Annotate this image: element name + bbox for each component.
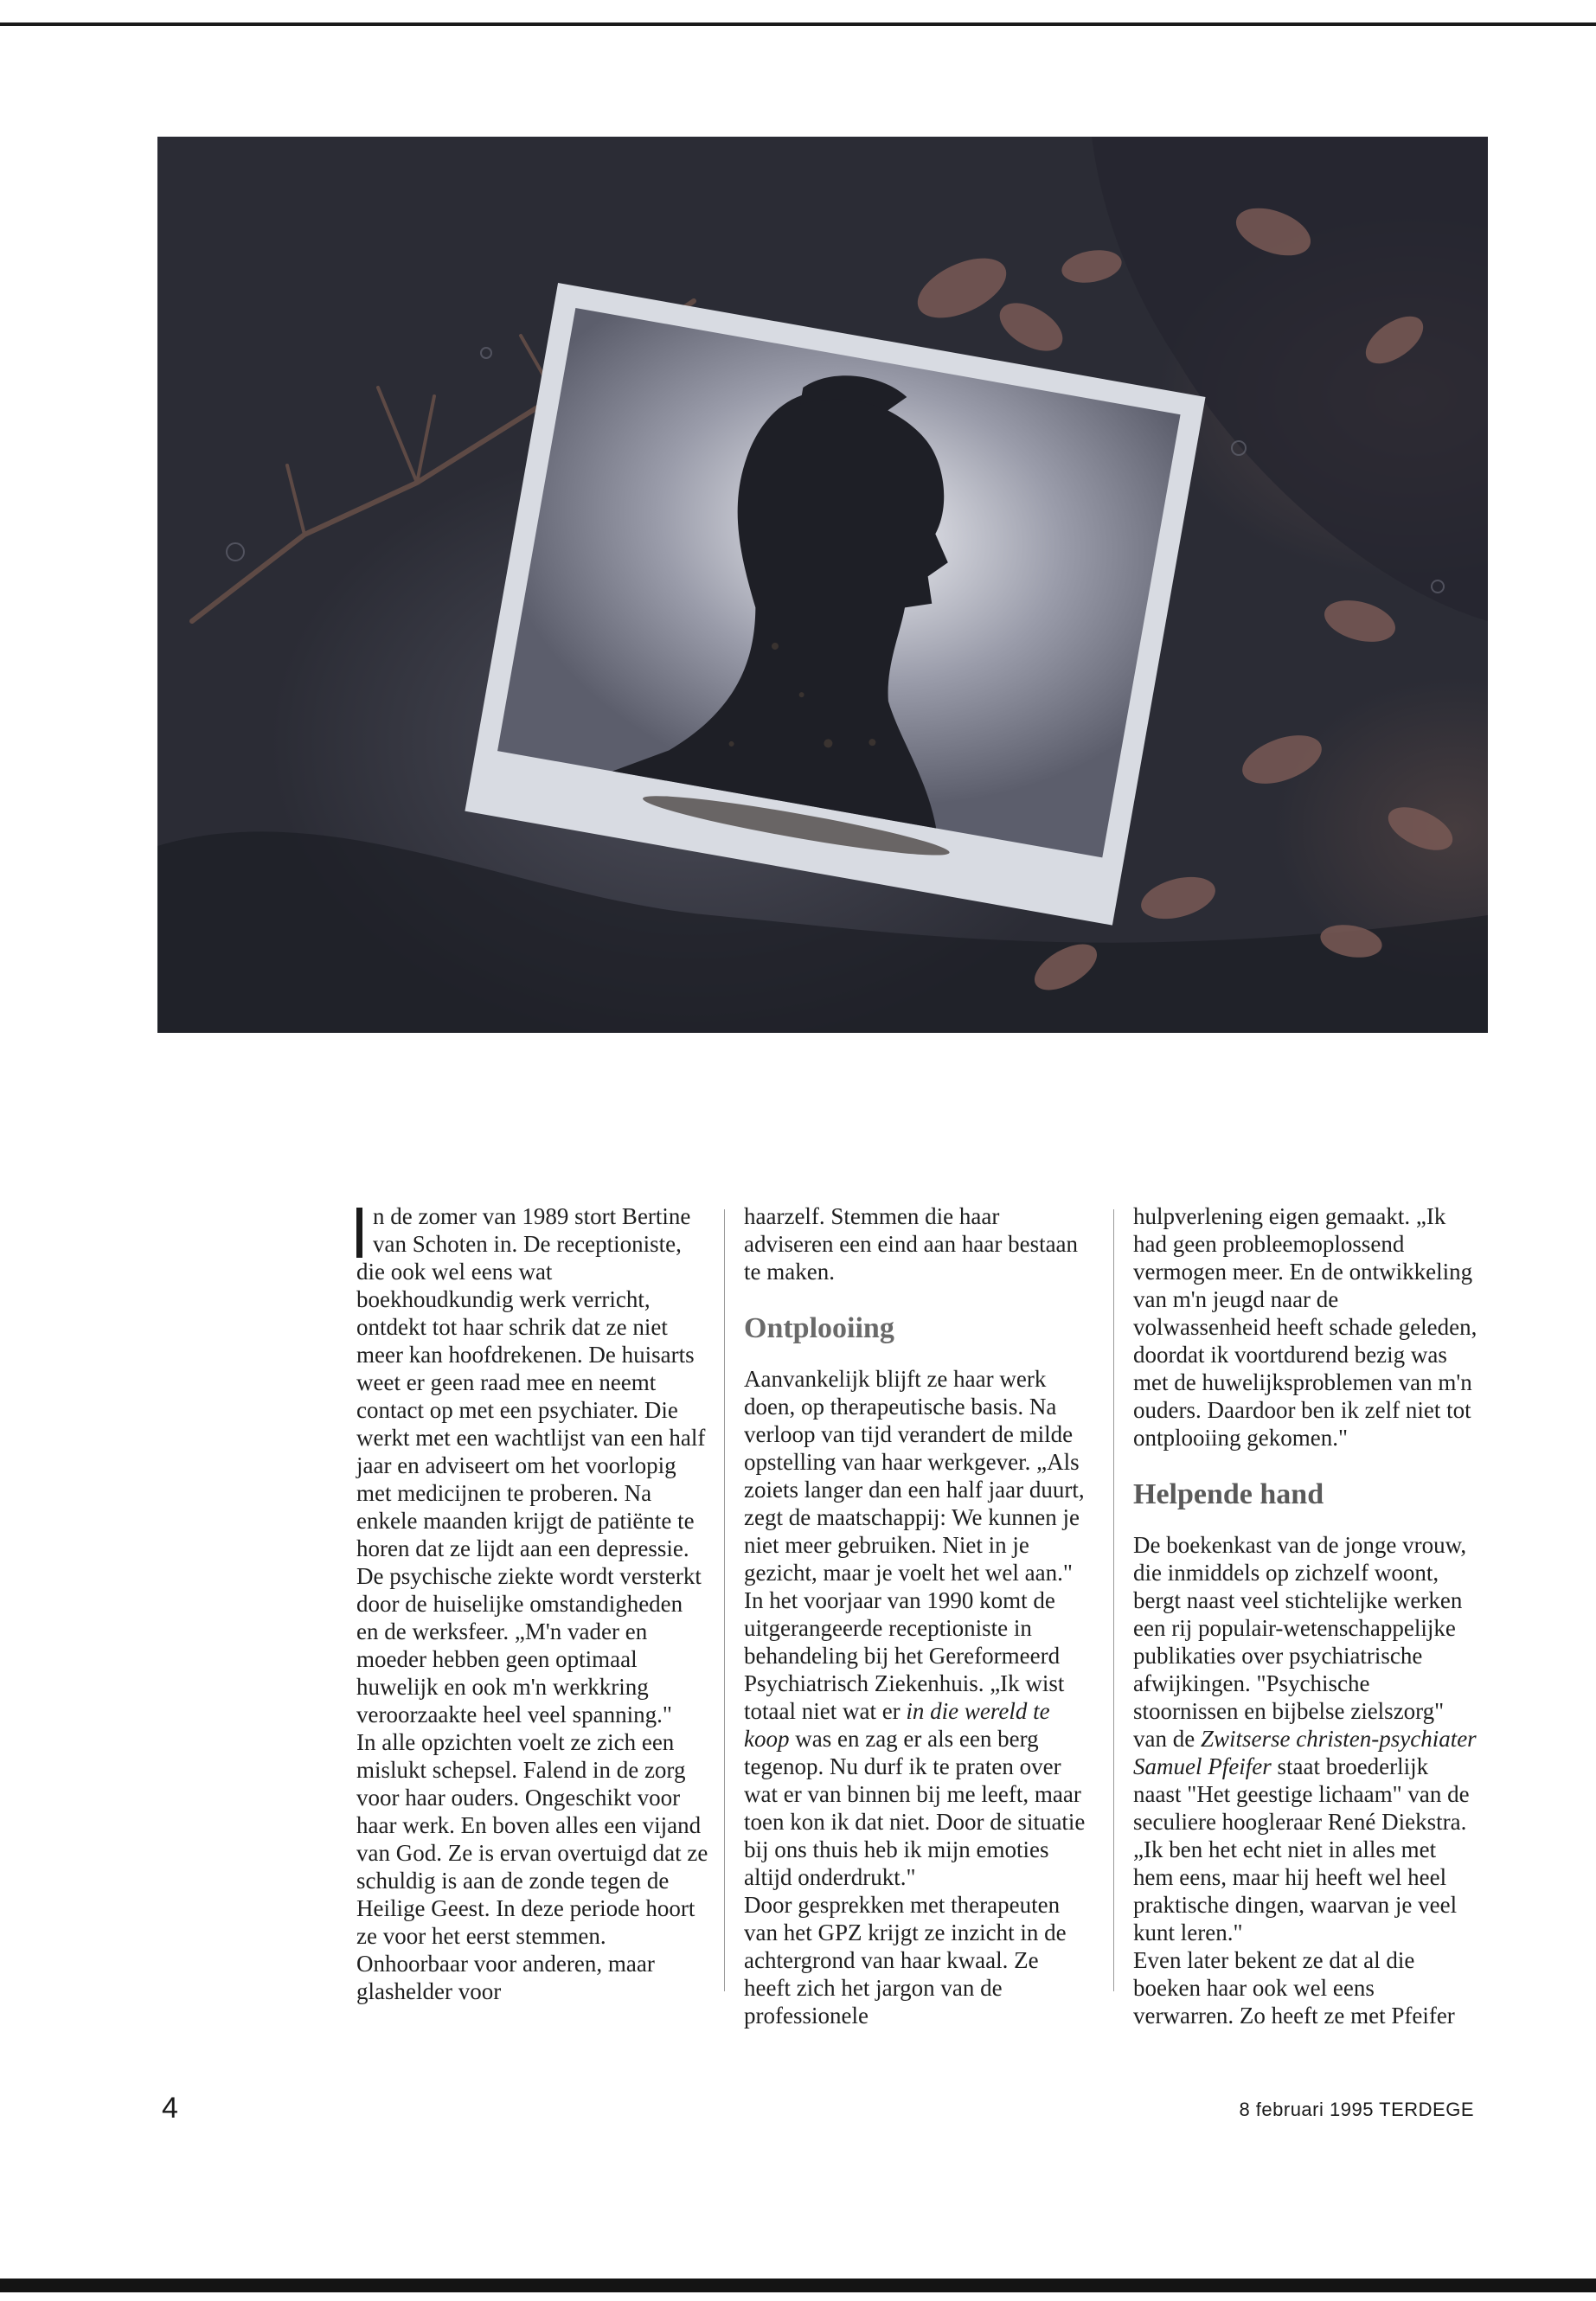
article-paragraph: Even later bekent ze dat al die boeken haar ook wel eens verwarren. Zo heeft ze met Pfeifer (1133, 1947, 1455, 2029)
section-heading: Ontplooiing (744, 1312, 894, 1344)
article-paragraph: In alle opzichten voelt ze zich een mislukt schepsel. Falend in de zorg voor haar ouders. Ongeschikt voor haar werk. En boven alles een vijand van God. Ze is ervan overtuigd dat ze schuldig is aan de zonde tegen de Heilige Geest. In deze periode hoort ze voor het eerst stemmen. Onhoorbaar voor anderen, maar glashelder voor (356, 1729, 708, 2004)
article-column-2 (744, 1202, 1088, 2029)
article-column-3 (1133, 1202, 1479, 2029)
column-divider (1113, 1209, 1114, 1991)
page-footer: 8 februari 1995 TERDEGE (1239, 2099, 1474, 2120)
drop-cap (356, 1208, 362, 1258)
article-paragraph: haarzelf. Stemmen die haar adviseren een eind aan haar bestaan te maken. (744, 1203, 1079, 1285)
article-column-1 (356, 1202, 709, 2005)
article-paragraph: Door gesprekken met therapeuten van het GPZ krijgt ze inzicht in de achtergrond van haar kwaal. Ze heeft zich het jargon van de professionele (744, 1892, 1067, 2029)
page-number: 4 (162, 2092, 178, 2125)
article-paragraph: In het voorjaar van 1990 komt de uitgerangeerde receptioniste in behandeling bij het Gereformeerd Psychiatrisch Ziekenhuis. „Ik wist totaal niet wat er in die wereld te koop was en zag er als een berg tegenop. Nu durf ik te praten over wat er van binnen bij me leeft, maar toen kon ik dat niet. Door de situatie bij ons thuis heb ik mijn emoties altijd onderdrukt." (744, 1587, 1086, 1890)
article-paragraph: Aanvankelijk blijft ze haar werk doen, op therapeutische basis. Na verloop van tijd verandert de milde opstelling van haar werkgever. „Als zoiets langer dan een half jaar duurt, zegt de maatschappij: We kunnen je niet meer gebruiken. Niet in je gezicht, maar je voelt het wel aan." (744, 1366, 1085, 1586)
bottom-rule (0, 2279, 1596, 2292)
article-paragraph: hulpverlening eigen gemaakt. „Ik had geen probleemoplossend vermogen meer. En de ontwikkeling van m'n jeugd naar de volwassenheid heeft schade geleden, doordat ik voortdurend bezig was met de huwelijksproblemen van m'n ouders. Daardoor ben ik zelf niet tot ontplooiing gekomen." (1133, 1203, 1477, 1451)
top-rule (0, 22, 1596, 26)
section-heading: Helpende hand (1133, 1478, 1324, 1510)
article-photo (157, 137, 1488, 1033)
photograph-icon (157, 137, 1488, 1033)
article-paragraph: n de zomer van 1989 stort Bertine van Schoten in. De receptioniste, die ook wel eens wat boekhoudkundig werk verricht, ontdekt tot haar schrik dat ze niet meer kan hoofdrekenen. De huisarts weet er geen raad mee en neemt contact op met een psychiater. Die werkt met een wachtlijst van een half jaar en adviseert om het voorlopig met medicijnen te proberen. Na enkele maanden krijgt de patiënte te horen dat ze lijdt aan een depressie. De psychische ziekte wordt versterkt door de huiselijke omstandigheden en de werksfeer. „M'n vader en moeder hebben geen optimaal huwelijk en ook m'n werkkring veroorzaakte heel veel spanning." (356, 1203, 706, 1727)
article-paragraph: De boekenkast van de jonge vrouw, die inmiddels op zichzelf woont, bergt naast veel stichtelijke werken een rij populair-wetenschappelijke publikaties over psychiatrische afwijkingen. "Psychische stoornissen en bijbelse zielszorg" van de Zwitserse christen-psychiater Samuel Pfeifer staat broederlijk naast "Het geestige lichaam" van de seculiere hoogleraar René Diekstra. „Ik ben het echt niet in alles met hem eens, maar hij heeft wel heel praktische dingen, waarvan je veel kunt leren." (1133, 1532, 1477, 1945)
column-divider (724, 1209, 725, 1991)
